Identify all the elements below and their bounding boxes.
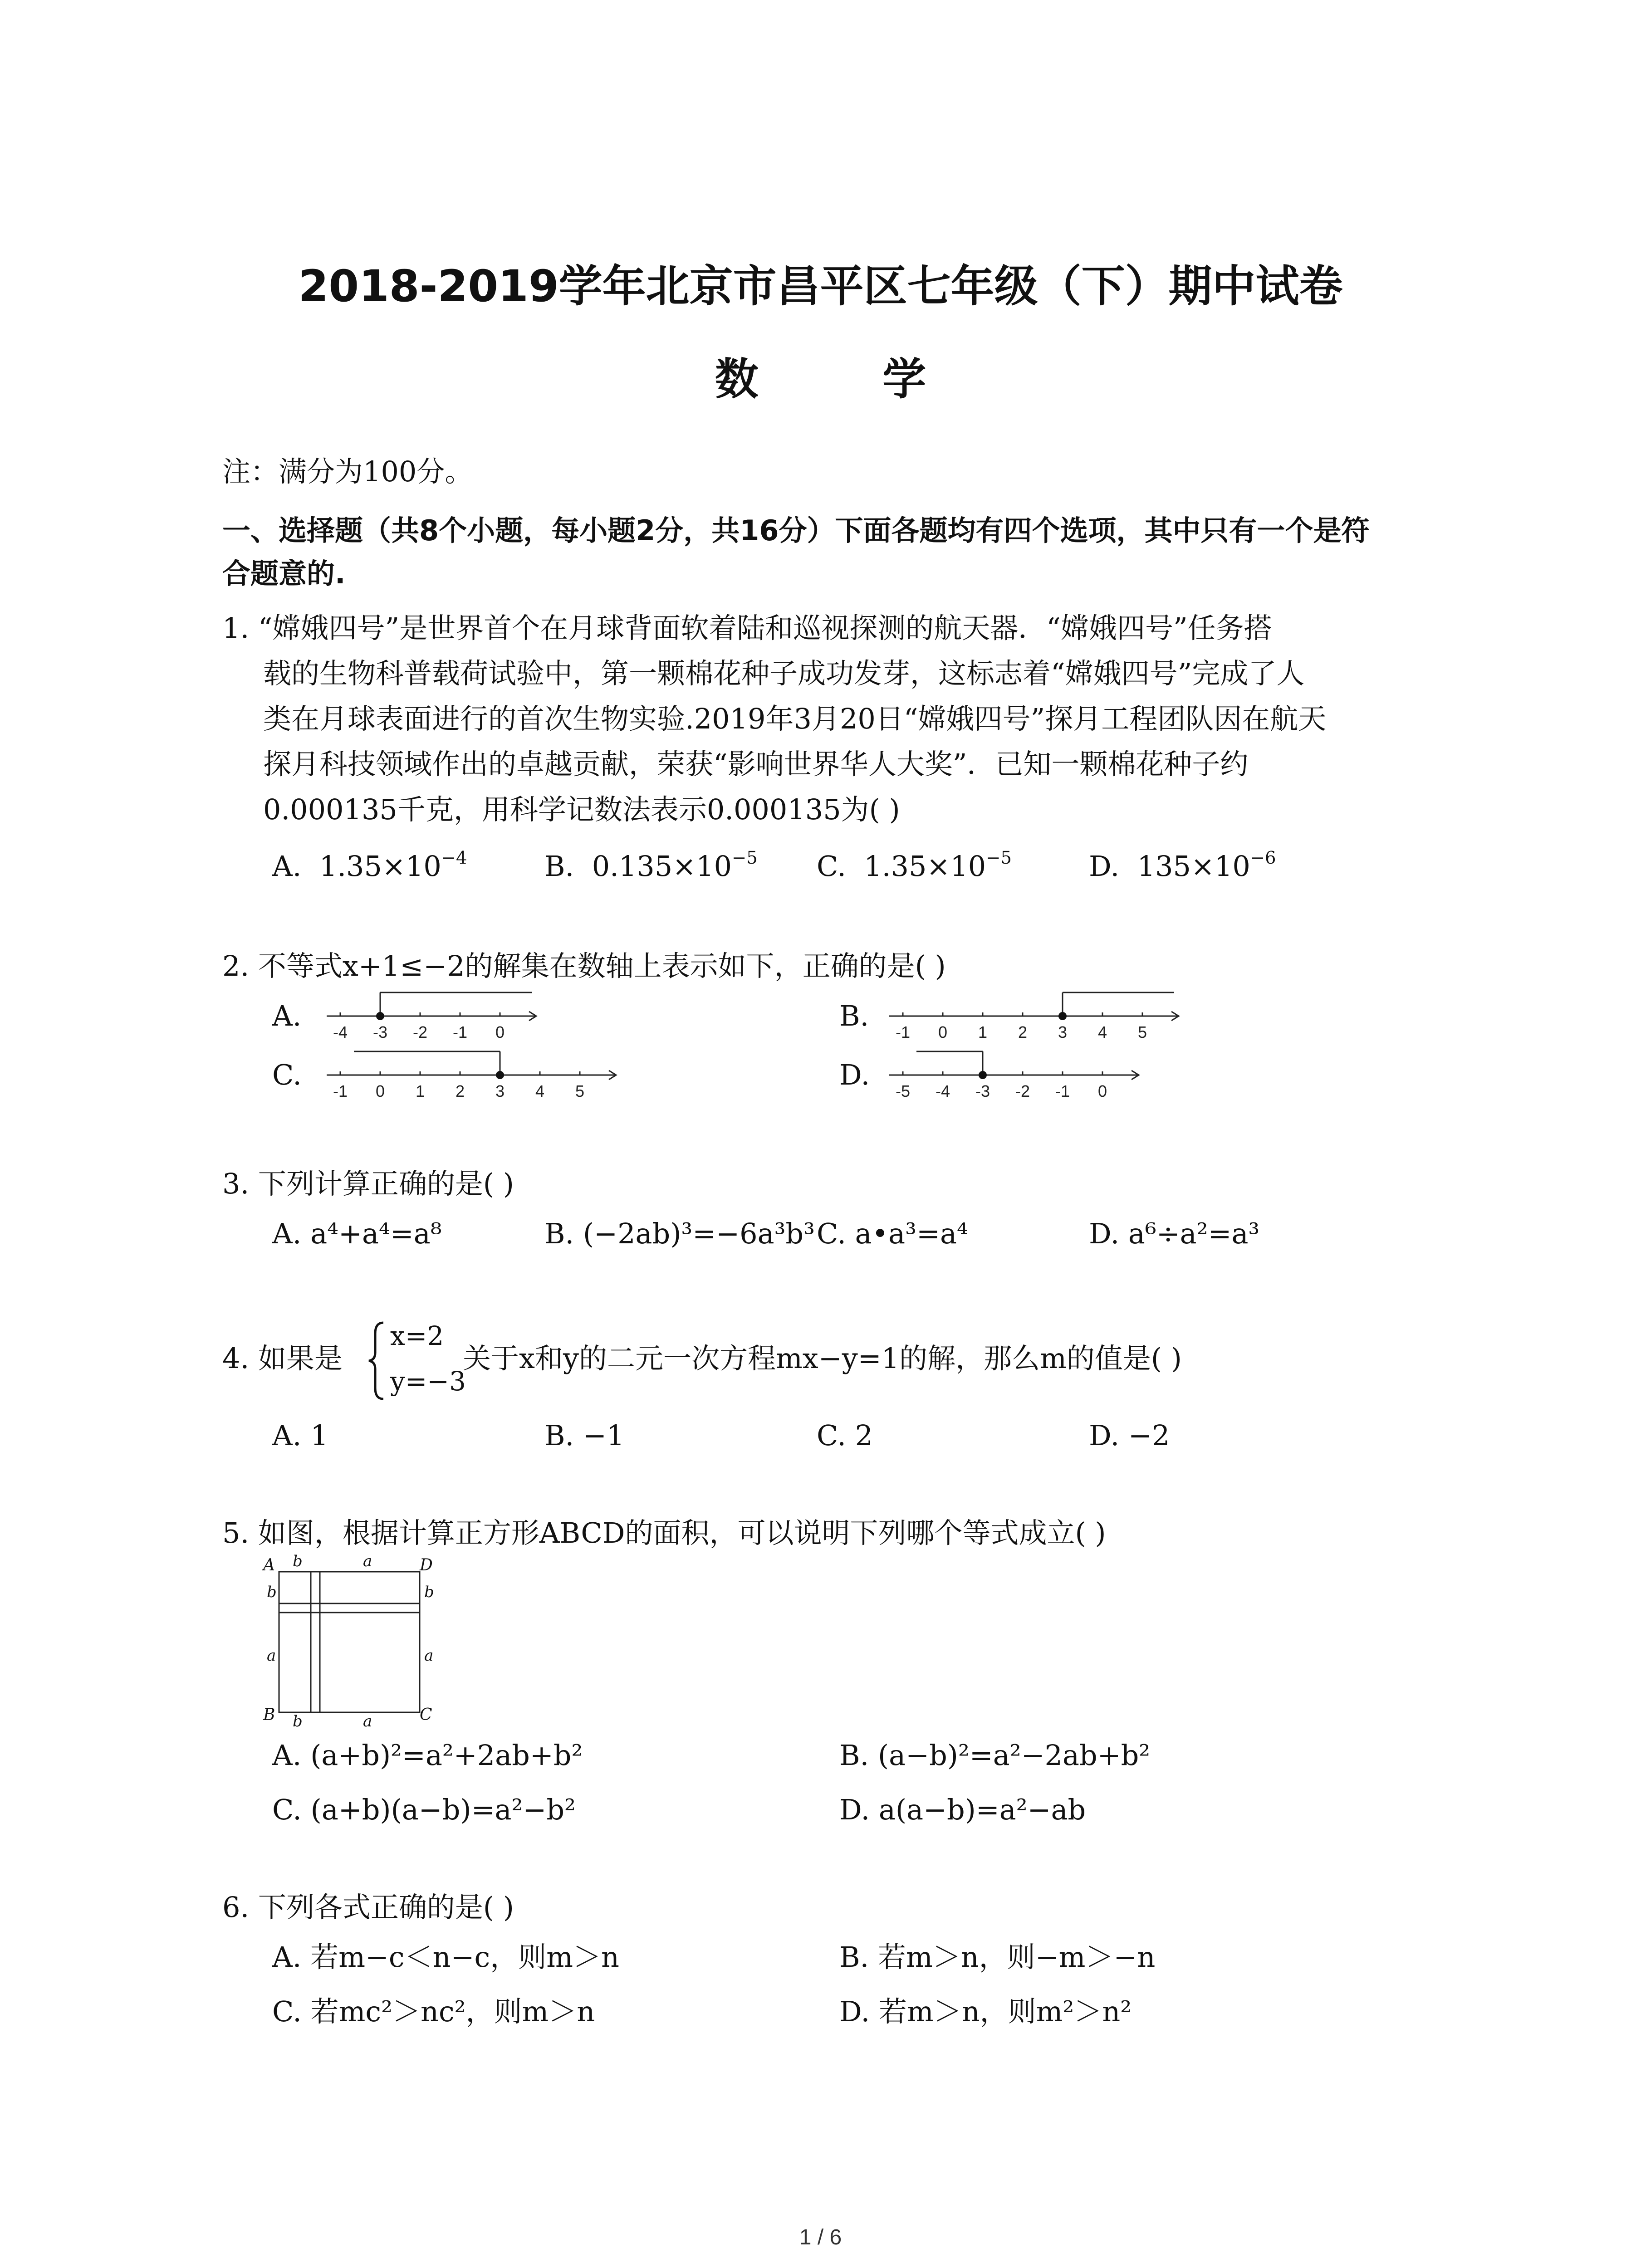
tick-label: 0 [1097,1082,1107,1100]
q2-numberline-d [889,1048,1171,1113]
left-label-a: a [267,1647,276,1665]
tick-label: -3 [372,1023,388,1041]
q4-option-b: B. −1 [544,1419,625,1452]
numberline-b-svg [889,989,1189,1052]
q1-line1: 1. “嫦娥四号”是世界首个在月球背面软着陆和巡视探测的航天器．“嫦娥四号”任务搭 [222,611,1272,645]
exam-subject: 数 学 [715,354,981,405]
left-label-b: b [267,1583,277,1601]
tick-label: 0 [495,1023,505,1041]
q2-numberline-c [327,1048,626,1113]
q4-prefix: 4. 如果是 [222,1342,343,1375]
q4-suffix: 关于x和y的二元一次方程mx−y=1的解，那么m的值是( ) [463,1342,1182,1375]
tick-label: 4 [1097,1023,1107,1041]
q4-option-a: A. 1 [272,1419,328,1452]
q6-option-d: D. 若m＞n，则m²＞n² [839,1995,1132,2028]
brace-icon [365,1320,388,1402]
tick-label: 4 [535,1082,545,1100]
q3-option-a: A. a⁴+a⁴=a⁸ [272,1217,442,1250]
q5-option-b: B. (a−b)²=a²−2ab+b² [839,1739,1151,1772]
tick-label: -4 [935,1082,950,1100]
q2-stem: 2. 不等式x+1≤−2的解集在数轴上表示如下，正确的是( ) [222,949,946,982]
q3-option-c: C. a•a³=a⁴ [817,1217,968,1250]
q6-option-a: A. 若m−c＜n−c，则m＞n [272,1941,619,1974]
q4-option-d: D. −2 [1089,1419,1170,1452]
top-label-b: b [293,1552,303,1570]
score-note: 注：满分为100分。 [222,455,473,488]
tick-label: 3 [1058,1023,1068,1041]
q2-label-d: D. [839,1058,870,1091]
tick-label: -2 [412,1023,428,1041]
tick-label: -1 [1055,1082,1070,1100]
tick-label: 2 [455,1082,465,1100]
q2-numberline-b [889,989,1189,1054]
tick-label: -4 [333,1023,348,1041]
tick-label: 1 [978,1023,988,1041]
section1-heading-line1: 一、选择题（共8个小题，每小题2分，共16分）下面各题均有四个选项，其中只有一个是符 [222,514,1370,547]
top-label-a: a [363,1552,372,1570]
page-number: 1 / 6 [799,2225,842,2249]
section1-heading-line2: 合题意的. [222,557,346,590]
q1-option-d: D. $135\times 10^{-6}$ [1089,848,1276,883]
q5-option-c: C. (a+b)(a−b)=a²−b² [272,1793,576,1826]
q6-stem: 6. 下列各式正确的是( ) [222,1891,514,1924]
tick-label: -2 [1015,1082,1030,1100]
corner-c: C [420,1706,432,1724]
q5-stem: 5. 如图，根据计算正方形ABCD的面积，可以说明下列哪个等式成立( ) [222,1516,1106,1549]
tick-label: 0 [375,1082,385,1100]
right-label-a: a [424,1647,434,1665]
q4-eq1: x=2 [390,1320,444,1351]
q1-line5: 0.000135千克，用科学记数法表示0.000135为( ) [263,793,900,826]
q2-label-a: A. [272,999,302,1032]
q3-option-d: D. a⁶÷a²=a³ [1089,1217,1260,1250]
numberline-c-svg [327,1048,626,1111]
q2-label-c: C. [272,1058,302,1091]
q4-equation-system [365,1320,388,1403]
q1-option-c: C. $1.35\times 10^{-5}$ [817,848,1012,883]
q2-numberline-a [327,989,563,1054]
q1-line4: 探月科技领域作出的卓越贡献，荣获“影响世界华人大奖”．已知一颗棉花种子约 [263,748,1249,781]
tick-label: -1 [895,1023,911,1041]
tick-label: -1 [333,1082,348,1100]
square-diagram [259,1556,449,1728]
tick-label: -1 [452,1023,468,1041]
q6-option-c: C. 若mc²＞nc²，则m＞n [272,1995,595,2028]
endpoint-dot [979,1071,986,1079]
endpoint-dot [1059,1012,1066,1020]
right-label-b: b [424,1583,434,1601]
q4-eq2: y=−3 [390,1366,466,1397]
q4-option-c: C. 2 [817,1419,873,1452]
tick-label: -3 [975,1082,990,1100]
tick-label: -5 [895,1082,911,1100]
tick-label: 3 [495,1082,505,1100]
q1-option-b: B. $0.135\times 10^{-5}$ [544,848,758,883]
q6-option-b: B. 若m＞n，则−m＞−n [839,1941,1156,1974]
q2-label-b: B. [839,999,869,1032]
tick-label: 1 [415,1082,425,1100]
endpoint-dot [377,1012,384,1020]
q1-option-a: A. $1.35\times 10^{-4}$ [272,848,467,883]
q3-option-b: B. (−2ab)³=−6a³b³ [544,1217,815,1250]
bottom-label-a: a [363,1712,372,1730]
q1-line2: 载的生物科普载荷试验中，第一颗棉花种子成功发芽，这标志着“嫦娥四号”完成了人 [263,657,1305,690]
numberline-d-svg [889,1048,1171,1111]
corner-a: A [263,1556,275,1574]
bottom-label-b: b [293,1712,303,1730]
q5-square-figure [259,1552,449,1730]
numberline-a-svg [327,989,563,1052]
corner-b: B [263,1706,275,1724]
exam-title: 2018-2019学年北京市昌平区七年级（下）期中试卷 [298,261,1343,312]
endpoint-dot [496,1071,504,1079]
tick-label: 5 [1137,1023,1147,1041]
tick-label: 5 [575,1082,585,1100]
corner-d: D [420,1556,433,1574]
q5-option-a: A. (a+b)²=a²+2ab+b² [272,1739,583,1772]
q3-stem: 3. 下列计算正确的是( ) [222,1167,514,1200]
tick-label: 2 [1018,1023,1028,1041]
q1-line3: 类在月球表面进行的首次生物实验.2019年3月20日“嫦娥四号”探月工程团队因在航天 [263,702,1327,735]
tick-label: 0 [938,1023,948,1041]
q5-option-d: D. a(a−b)=a²−ab [839,1793,1086,1826]
